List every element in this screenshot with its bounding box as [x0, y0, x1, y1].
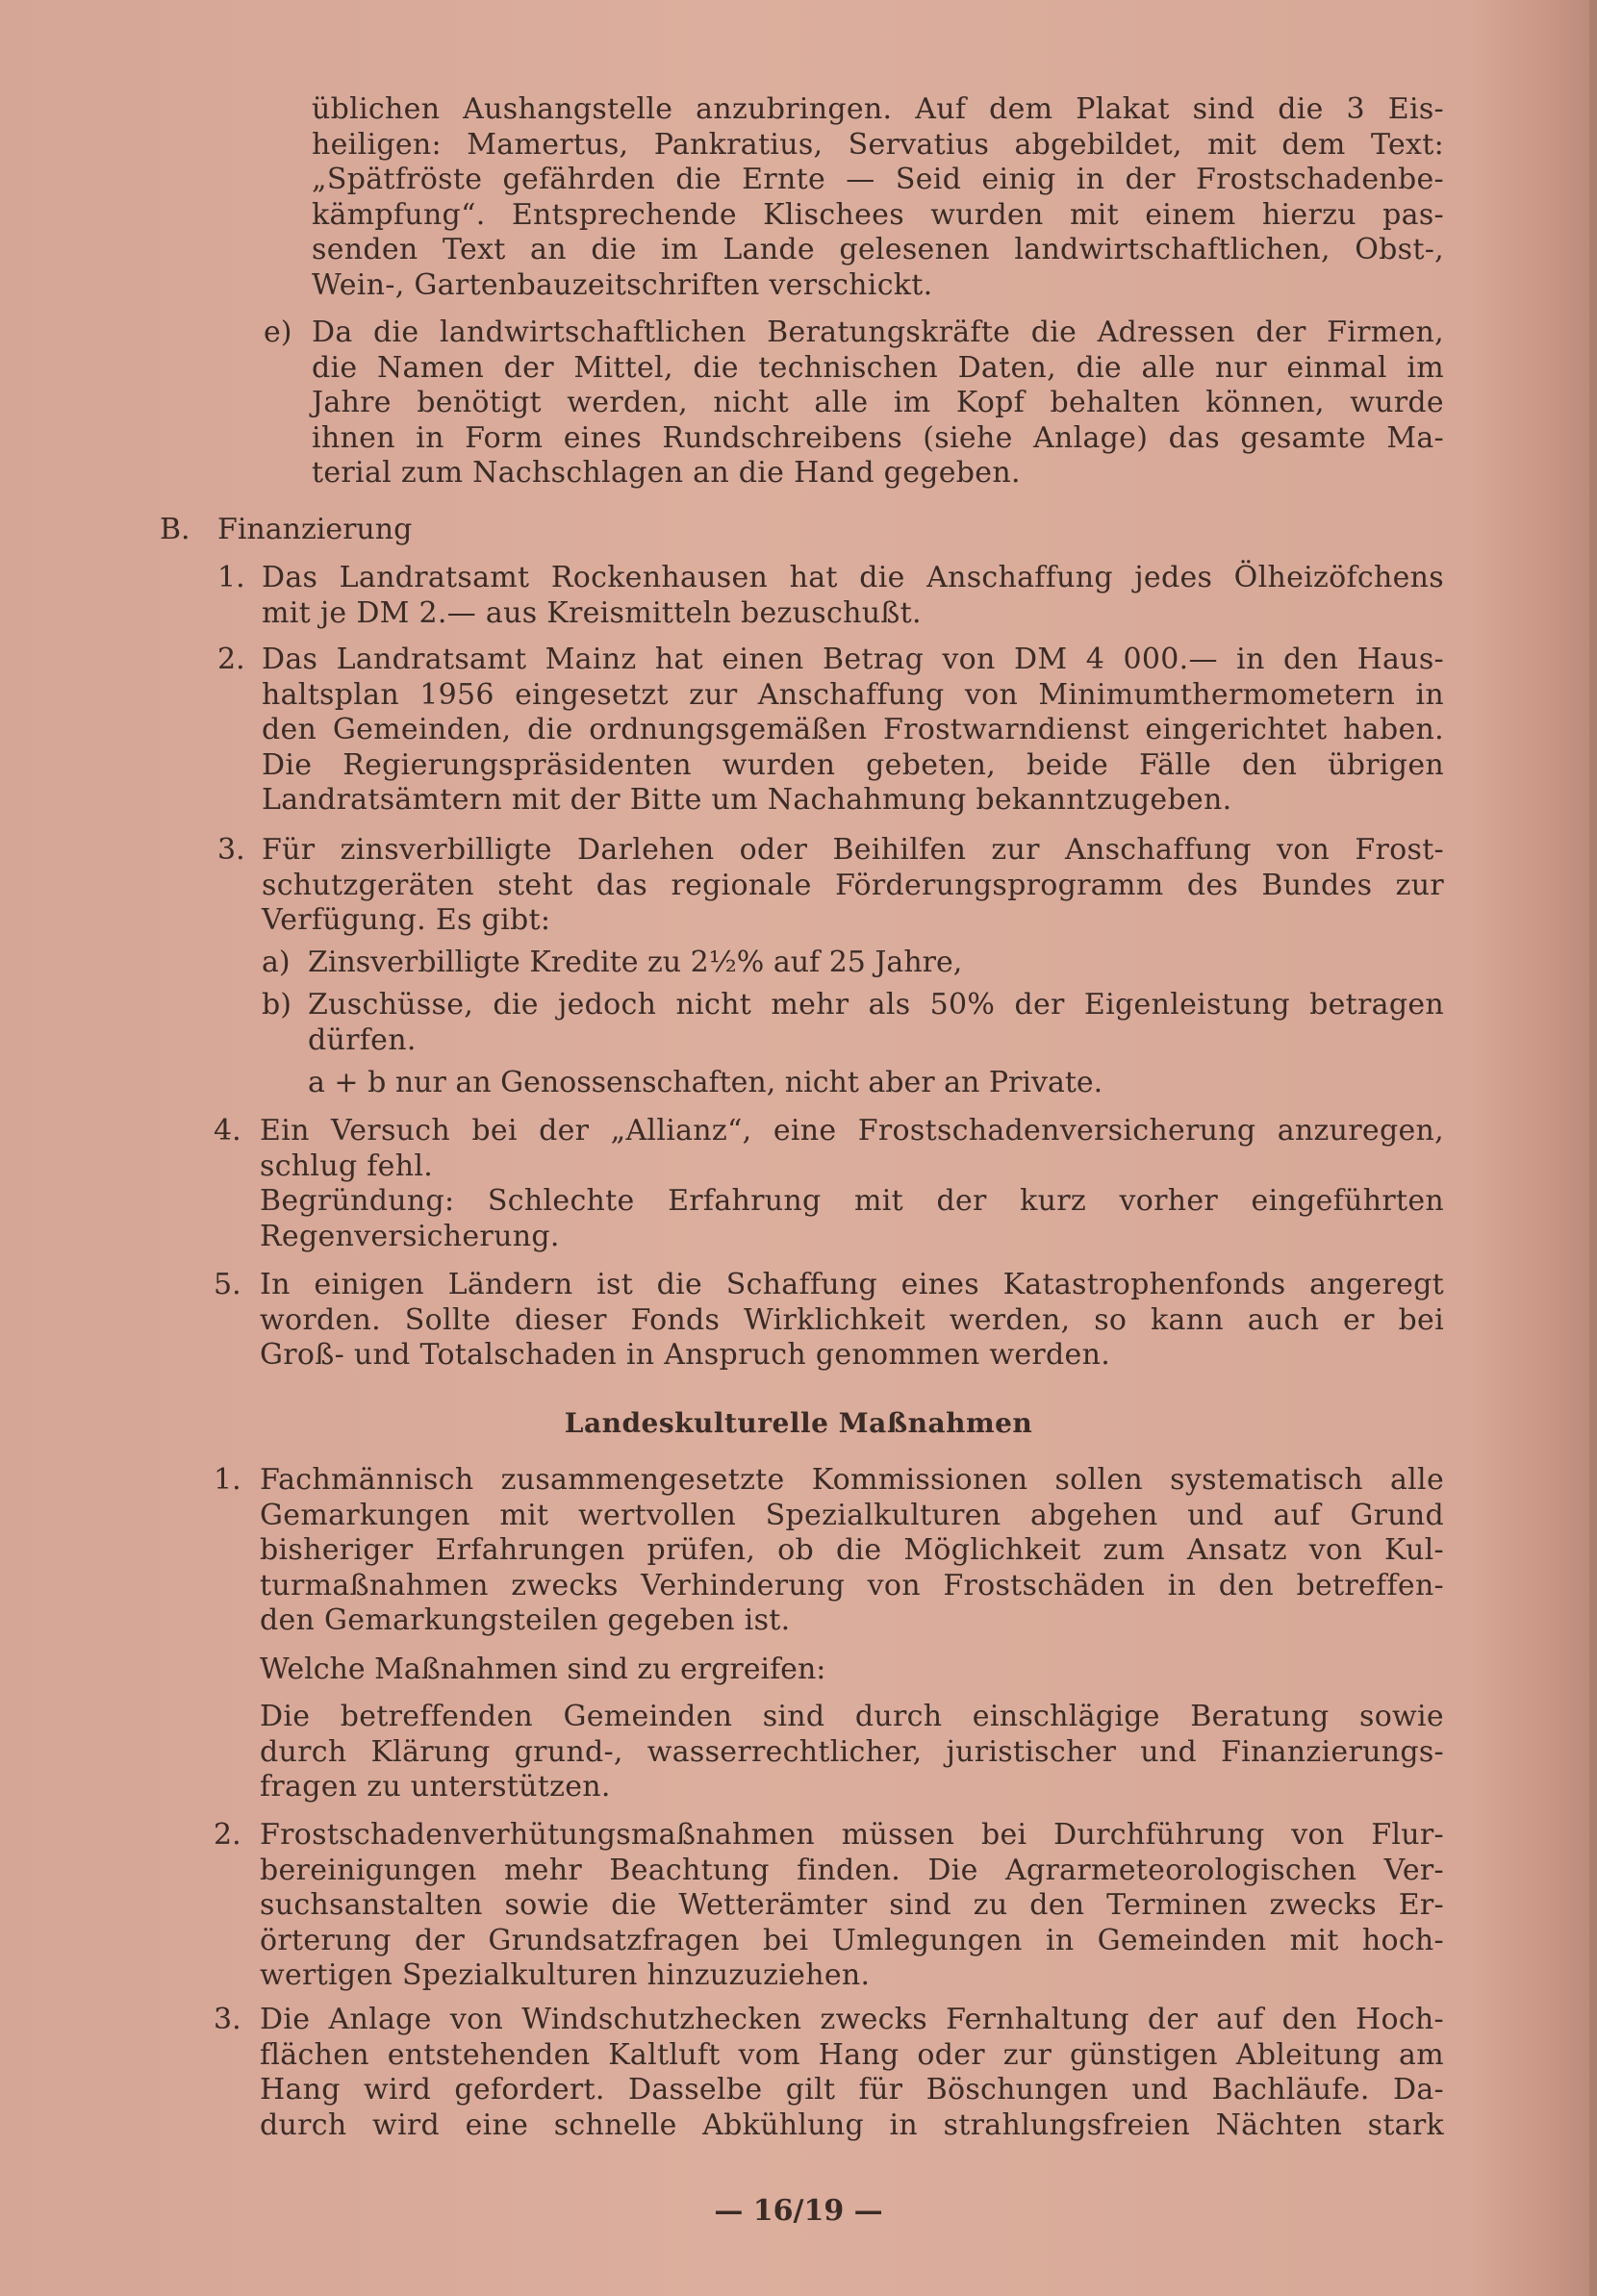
text-line: örterung der Grundsatzfragen bei Umlegungen in Gemeinden mit hoch- [260, 1923, 1444, 1957]
b-item-3-text [262, 833, 1444, 939]
section-b-marker: B. [160, 513, 190, 546]
item-e-marker: e) [264, 315, 292, 349]
text-line: Groß- und Totalschaden in Anspruch genommen werden. [260, 1338, 1111, 1372]
l-item-3-text [260, 2003, 1444, 2143]
text-line: Das Landratsamt Mainz hat einen Betrag von DM 4 000.— in den Haus- [262, 643, 1444, 676]
text-line: Die betreffenden Gemeinden sind durch einschlägige Beratung sowie [260, 1700, 1444, 1733]
l-item-1-text [260, 1463, 1444, 1639]
text-line: bereinigungen mehr Beachtung finden. Die Agrarmeteorologischen Ver- [260, 1853, 1444, 1887]
text-line: flächen entstehenden Kaltluft vom Hang oder zur günstigen Ableitung am [260, 2037, 1444, 2072]
item-e-paragraph [312, 315, 1444, 492]
text-line: dürfen. [308, 1022, 417, 1057]
text-line: schutzgeräten steht das regionale Förderungsprogramm des Bundes zur [262, 868, 1444, 902]
l-item-3-number: 3. [214, 2003, 241, 2036]
text-line: suchsanstalten sowie die Wetterämter sind zu den Terminen zwecks Er- [260, 1888, 1444, 1922]
text-line: Das Landratsamt Rockenhausen hat die Anschaffung jedes Ölheizöfchens [262, 561, 1444, 594]
text-line: Zuschüsse, die jedoch nicht mehr als 50% der Eigenleistung betragen [308, 988, 1444, 1022]
text-line: üblichen Aushangstelle anzubringen. Auf dem Plakat sind die 3 Eis- [312, 92, 1444, 126]
text-line: den Gemarkungsteilen gegeben ist. [260, 1603, 791, 1637]
l-item-1-number: 1. [214, 1463, 241, 1497]
text-line: Da die landwirtschaftlichen Beratungskräfte die Adressen der Firmen, [312, 315, 1444, 349]
b-item-2-text [262, 643, 1444, 819]
b-sub-b-text [308, 988, 1444, 1058]
text-line: mit je DM 2.— aus Kreismitteln bezuschußt. [262, 595, 922, 630]
b-item-5-text [260, 1268, 1444, 1374]
b-item-5-number: 5. [214, 1268, 241, 1301]
text-line: terial zum Nachschlagen an die Hand gegeben. [312, 456, 1021, 490]
text-line: Hang wird gefordert. Dasselbe gilt für Böschungen und Bachläufe. Da- [260, 2073, 1444, 2107]
text-line: den Gemeinden, die ordnungsgemäßen Frostwarndienst eingerichtet haben. [262, 713, 1444, 746]
text-line: Ein Versuch bei der „Allianz“, eine Frostschadenversicherung anzuregen, [260, 1114, 1444, 1148]
text-line: fragen zu unterstützen. [260, 1770, 611, 1804]
b-item-4-number: 4. [214, 1114, 241, 1148]
b-sub-b-marker: b) [262, 988, 292, 1022]
text-line: senden Text an die im Lande gelesenen landwirtschaftlichen, Obst-, [312, 233, 1444, 266]
page-edge [1589, 0, 1597, 2296]
text-line: ihnen in Form eines Rundschreibens (siehe Anlage) das gesamte Ma- [312, 420, 1444, 455]
text-line: heiligen: Mamertus, Pankratius, Servatius abgebildet, mit dem Text: [312, 127, 1444, 162]
b-item-4-text [260, 1114, 1444, 1254]
text-line: kämpfung“. Entsprechende Klischees wurden mit einem hierzu pas- [312, 197, 1444, 232]
b-item-1-number: 1. [217, 561, 245, 594]
page-number: — 16/19 — [714, 2194, 883, 2228]
text-line: haltsplan 1956 eingesetzt zur Anschaffung von Minimumthermometern in [262, 677, 1444, 712]
text-line: Wein-, Gartenbauzeitschriften verschickt. [312, 267, 933, 302]
text-line: bisheriger Erfahrungen prüfen, ob die Möglichkeit zum Ansatz von Kul- [260, 1533, 1444, 1567]
l-item-1-answer [260, 1700, 1444, 1805]
section-heading: Landeskulturelle Maßnahmen [564, 1407, 1033, 1439]
text-line: Regenversicherung. [260, 1219, 560, 1253]
b-item-1-text [262, 561, 1444, 631]
text-line: Die Regierungspräsidenten wurden gebeten, beide Fälle den übrigen [262, 747, 1444, 782]
text-line: In einigen Ländern ist die Schaffung eines Katastrophenfonds angeregt [260, 1268, 1444, 1301]
text-line: schlug fehl. [260, 1148, 434, 1183]
text-line: worden. Sollte dieser Fonds Wirklichkeit werden, so kann auch er bei [260, 1302, 1444, 1337]
intro-paragraph [312, 92, 1444, 303]
text-line: Die Anlage von Windschutzhecken zwecks Fernhaltung der auf den Hoch- [260, 2003, 1444, 2036]
text-line: turmaßnahmen zwecks Verhinderung von Frostschäden in den betreffen- [260, 1568, 1444, 1602]
section-b-title: Finanzierung [217, 513, 413, 546]
b-item-3-number: 3. [217, 833, 245, 867]
l-item-1-question: Welche Maßnahmen sind zu ergreifen: [260, 1653, 826, 1686]
text-line: Fachmännisch zusammengesetzte Kommissionen sollen systematisch alle [260, 1463, 1444, 1497]
text-line: die Namen der Mittel, die technischen Daten, die alle nur einmal im [312, 350, 1444, 385]
b-item-2-number: 2. [217, 643, 245, 676]
text-line: Jahre benötigt werden, nicht alle im Kopf behalten können, wurde [312, 386, 1444, 419]
text-line: Frostschadenverhütungsmaßnahmen müssen bei Durchführung von Flur- [260, 1818, 1444, 1852]
b-ab-note: a + b nur an Genossenschaften, nicht aber an Private. [308, 1066, 1103, 1099]
b-sub-a-text: Zinsverbilligte Kredite zu 2½% auf 25 Jahre, [308, 946, 963, 979]
text-line: Begründung: Schlechte Erfahrung mit der kurz vorher eingeführten [260, 1184, 1444, 1218]
b-sub-a-marker: a) [262, 946, 291, 979]
text-line: wertigen Spezialkulturen hinzuzuziehen. [260, 1958, 871, 1992]
text-line: durch Klärung grund-, wasserrechtlicher, juristischer und Finanzierungs- [260, 1734, 1444, 1769]
l-item-2-text [260, 1818, 1444, 1994]
text-line: Verfügung. Es gibt: [262, 903, 551, 937]
text-line: Landratsämtern mit der Bitte um Nachahmung bekanntzugeben. [262, 783, 1232, 817]
text-line: Gemarkungen mit wertvollen Spezialkulturen abgehen und auf Grund [260, 1498, 1444, 1532]
text-line: Für zinsverbilligte Darlehen oder Beihilfen zur Anschaffung von Frost- [262, 833, 1444, 867]
text-line: „Spätfröste gefährden die Ernte — Seid einig in der Frostschadenbe- [312, 163, 1444, 196]
text-line: durch wird eine schnelle Abkühlung in strahlungsfreien Nächten stark [260, 2107, 1444, 2142]
l-item-2-number: 2. [214, 1818, 241, 1852]
